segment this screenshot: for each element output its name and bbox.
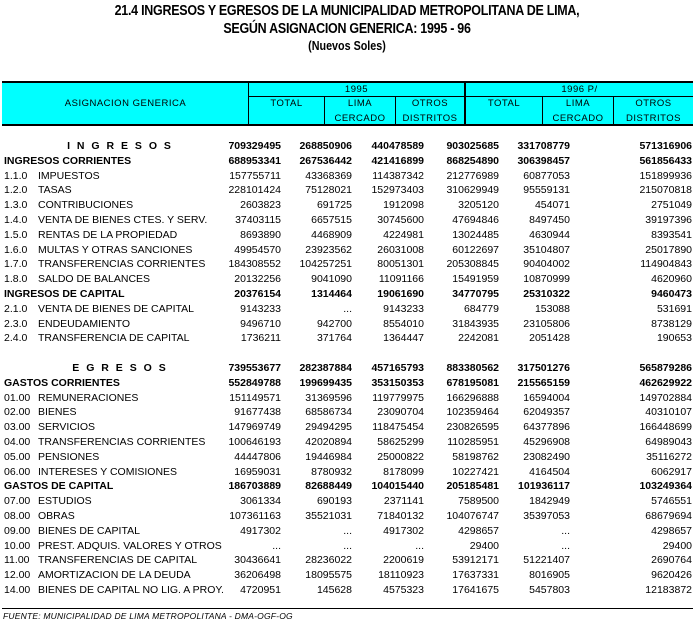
cell-value: 282387884 (299, 361, 352, 374)
cell-value: 104076747 (446, 509, 499, 522)
header-col-line1: TOTAL (270, 98, 303, 109)
cell-value: 2603823 (240, 199, 281, 212)
section-row (0, 139, 694, 154)
cell-value: 684779 (463, 302, 499, 315)
row-code: 1.8.0 (4, 273, 28, 286)
table-row (0, 420, 694, 435)
cell-value: 23090704 (377, 406, 424, 419)
row-label: MULTAS Y OTRAS SANCIONES (38, 243, 193, 256)
cell-value: 82688449 (305, 480, 352, 493)
cell-value: 71840132 (377, 509, 424, 522)
cell-value: 19446984 (305, 450, 352, 463)
cell-value: 8693890 (240, 228, 281, 241)
cell-value: 9143233 (240, 302, 281, 315)
cell-value: 166296888 (446, 391, 499, 404)
header-col-line1: OTROS (635, 98, 672, 109)
cell-value: 26031008 (377, 243, 424, 256)
cell-value: 12183872 (645, 583, 692, 596)
table-row (0, 553, 694, 568)
cell-value: 90404002 (523, 258, 570, 271)
row-code: 1.6.0 (4, 243, 28, 256)
cell-value: 30436641 (234, 554, 281, 567)
cell-value: 40310107 (645, 406, 692, 419)
row-label: PENSIONES (38, 450, 100, 463)
cell-value: 53912171 (452, 554, 499, 567)
cell-value: 149702884 (639, 391, 692, 404)
cell-value: 1364447 (383, 332, 424, 345)
cell-value: 16594004 (523, 391, 570, 404)
header-col-line1: LIMA (565, 98, 591, 109)
cell-value: 19061690 (377, 287, 424, 300)
subtotal-row (0, 376, 694, 391)
row-label: SALDO DE BALANCES (38, 273, 151, 286)
cell-value: 4164504 (529, 465, 570, 478)
cell-value: 18095575 (305, 569, 352, 582)
cell-value: 5457803 (529, 583, 570, 596)
cell-value: 64377896 (523, 421, 570, 434)
table-row (0, 243, 694, 258)
table-title: 21.4 INGRESOS Y EGRESOS DE LA MUNICIPALIDAD METROPOLITANA DE LIMA, (114, 3, 580, 19)
cell-value: 184308552 (228, 258, 281, 271)
row-code: 05.00 (4, 450, 31, 463)
cell-value: ... (272, 539, 281, 552)
header-year-1995: 1995 (344, 84, 369, 95)
cell-value: 25000822 (377, 450, 424, 463)
row-label: PREST. ADQUIS. VALORES Y OTROS (38, 539, 222, 552)
section-label: I N G R E S O S (67, 140, 173, 152)
row-label: SERVICIOS (38, 421, 95, 434)
header-col-total-1996 (466, 96, 542, 111)
row-label: TRANSFERENCIAS DE CAPITAL (38, 554, 198, 567)
table-row (0, 568, 694, 583)
cell-value: 62049357 (523, 406, 570, 419)
row-label: VENTA DE BIENES CTES. Y SERV. (38, 213, 208, 226)
cell-value: ... (415, 539, 424, 552)
subtotal-label: GASTOS CORRIENTES (4, 376, 120, 389)
cell-value: 440478589 (371, 140, 424, 152)
cell-value: 6062917 (651, 465, 692, 478)
row-code: 1.2.0 (4, 184, 28, 197)
row-label: BIENES DE CAPITAL NO LIG. A PROY. (38, 583, 224, 596)
cell-value: 565879286 (639, 361, 692, 374)
footer-divider (2, 608, 693, 609)
cell-value: 9041090 (311, 273, 352, 286)
cell-value: 31843935 (452, 317, 499, 330)
cell-value: 107361163 (229, 509, 281, 522)
table-row (0, 509, 694, 524)
cell-value: 561856433 (639, 154, 692, 167)
table-row (0, 302, 694, 317)
row-label: REMUNERACIONES (38, 391, 139, 404)
cell-value: 58198762 (452, 450, 499, 463)
cell-value: 16959031 (234, 465, 281, 478)
section-label: E G R E S O S (72, 361, 168, 374)
source-note: FUENTE: MUNICIPALIDAD DE LIMA METROPOLITANA - DMA-OGF-OG (3, 611, 293, 621)
row-code: 04.00 (4, 435, 31, 448)
cell-value: 118475454 (372, 421, 424, 434)
cell-value: 5746551 (651, 495, 692, 508)
cell-value: 4917302 (240, 524, 281, 537)
cell-value: 23082490 (523, 450, 570, 463)
table-row (0, 272, 694, 287)
cell-value: 8016905 (529, 569, 570, 582)
table-row (0, 198, 694, 213)
row-code: 09.00 (4, 524, 31, 537)
table-row (0, 228, 694, 243)
cell-value: 20376154 (234, 287, 281, 300)
row-label: TRANSFERENCIA DE CAPITAL (38, 332, 190, 345)
cell-value: 310629949 (446, 184, 499, 197)
header-col-line1: LIMA (347, 98, 373, 109)
row-code: 03.00 (4, 421, 31, 434)
table-row (0, 539, 694, 554)
cell-value: 9143233 (383, 302, 424, 315)
row-code: 12.00 (4, 569, 31, 582)
table-body (0, 139, 694, 598)
cell-value: 3061334 (240, 495, 281, 508)
cell-value: 4298657 (458, 524, 499, 537)
cell-value: 91677438 (234, 406, 281, 419)
row-code: 2.1.0 (4, 302, 28, 315)
row-label: ESTUDIOS (38, 495, 92, 508)
cell-value: 104015440 (371, 480, 424, 493)
cell-value: 95559131 (523, 184, 570, 197)
subtotal-label: INGRESOS DE CAPITAL (4, 287, 125, 300)
cell-value: 4917302 (383, 524, 424, 537)
table-row (0, 465, 694, 480)
cell-value: 2051428 (529, 332, 570, 345)
row-label: INTERESES Y COMISIONES (38, 465, 178, 478)
cell-value: 205185481 (446, 480, 499, 493)
header-col-lima-1995 (325, 96, 395, 126)
cell-value: 457165793 (371, 361, 424, 374)
cell-value: 331708779 (517, 140, 570, 152)
cell-value: 34770795 (452, 287, 499, 300)
cell-value: 268850906 (299, 140, 352, 152)
cell-value: 25310322 (523, 287, 570, 300)
cell-value: 29400 (662, 539, 692, 552)
cell-value: 883380562 (446, 361, 499, 374)
cell-value: ... (561, 539, 570, 552)
header-col-lima-1996 (543, 96, 613, 126)
cell-value: 151149571 (229, 391, 281, 404)
cell-value: 9460473 (651, 287, 692, 300)
row-label: ENDEUDAMIENTO (38, 317, 130, 330)
table-row (0, 317, 694, 332)
cell-value: 60877053 (523, 169, 570, 182)
subtotal-label: GASTOS DE CAPITAL (4, 480, 114, 493)
row-code: 01.00 (4, 391, 31, 404)
cell-value: 30745600 (377, 213, 424, 226)
cell-value: 37403115 (235, 213, 281, 226)
table-units: (Nuevos Soles) (308, 39, 386, 53)
cell-value: 35521031 (305, 509, 352, 522)
cell-value: 690193 (316, 495, 352, 508)
header-col-line1: OTROS (411, 98, 449, 109)
cell-value: 23105806 (523, 317, 570, 330)
cell-value: 28236022 (305, 554, 352, 567)
cell-value: 4630944 (529, 228, 570, 241)
header-year-1996: 1996 P/ (561, 84, 598, 95)
cell-value: 6657515 (311, 213, 352, 226)
cell-value: 151899936 (639, 169, 692, 182)
table-row (0, 435, 694, 450)
header-row-label: ASIGNACION GENERICA (64, 98, 187, 109)
cell-value: 215070818 (639, 184, 692, 197)
cell-value: 691725 (316, 199, 352, 212)
cell-value: 8554010 (383, 317, 424, 330)
row-code: 2.3.0 (4, 317, 28, 330)
cell-value: 42020894 (305, 435, 352, 448)
row-code: 1.3.0 (4, 199, 28, 212)
cell-value: 205308845 (446, 258, 499, 271)
cell-value: 4720951 (240, 583, 281, 596)
cell-value: 4468909 (311, 228, 352, 241)
cell-value: 31369596 (305, 391, 352, 404)
cell-value: 47694846 (452, 213, 499, 226)
row-code: 1.7.0 (4, 258, 28, 271)
cell-value: 153088 (534, 302, 570, 315)
row-code: 11.00 (4, 554, 30, 567)
table-row (0, 169, 694, 184)
header-col-line2: DISTRITOS (626, 113, 681, 124)
cell-value: 49954570 (234, 243, 281, 256)
subtotal-row (0, 154, 694, 169)
cell-value: 102359464 (446, 406, 499, 419)
cell-value: 552849788 (228, 376, 281, 389)
cell-value: 157755711 (229, 169, 281, 182)
cell-value: 75128021 (305, 184, 352, 197)
cell-value: 60122697 (452, 243, 499, 256)
header-col-otros-1995 (396, 96, 464, 126)
cell-value: 228101424 (228, 184, 281, 197)
cell-value: 4298657 (651, 524, 692, 537)
cell-value: 9620426 (651, 569, 692, 582)
table-row (0, 405, 694, 420)
row-label: TRANSFERENCIAS CORRIENTES (38, 435, 206, 448)
cell-value: 68586734 (305, 406, 352, 419)
cell-value: 13024485 (452, 228, 499, 241)
cell-value: 35104807 (523, 243, 570, 256)
table-subtitle: SEGÚN ASIGNACION GENERICA: 1995 - 96 (223, 21, 471, 37)
cell-value: 39197396 (645, 213, 692, 226)
header-col-line1: TOTAL (487, 98, 521, 109)
cell-value: 35116272 (646, 450, 692, 463)
header-col-line2: CERCADO (334, 113, 386, 124)
cell-value: 25017890 (645, 243, 692, 256)
header-col-line2: DISTRITOS (402, 113, 458, 124)
cell-value: 114904843 (640, 258, 692, 271)
cell-value: 2200619 (383, 554, 424, 567)
cell-value: 212776989 (446, 169, 499, 182)
cell-value: 43368369 (305, 169, 352, 182)
row-code: 1.5.0 (4, 228, 28, 241)
cell-value: 8497450 (529, 213, 570, 226)
cell-value: 4224981 (383, 228, 424, 241)
table-row (0, 391, 694, 406)
cell-value: 45296908 (523, 435, 570, 448)
cell-value: 17637331 (452, 569, 499, 582)
cell-value: 8780932 (311, 465, 352, 478)
cell-value: 101936117 (518, 480, 570, 493)
table-row (0, 183, 694, 198)
row-label: BIENES (38, 406, 77, 419)
cell-value: 903025685 (446, 140, 499, 152)
table-row (0, 583, 694, 598)
cell-value: 317501276 (517, 361, 570, 374)
cell-value: 709329495 (228, 140, 281, 152)
row-label: AMORTIZACION DE LA DEUDA (38, 569, 191, 582)
table-row (0, 524, 694, 539)
row-label: OBRAS (38, 509, 75, 522)
cell-value: ... (561, 524, 570, 537)
cell-value: 1842949 (529, 495, 570, 508)
row-code: 06.00 (4, 465, 31, 478)
cell-value: 20132256 (234, 273, 281, 286)
cell-value: 454071 (534, 199, 570, 212)
cell-value: 119779975 (372, 391, 424, 404)
cell-value: 9496710 (240, 317, 281, 330)
cell-value: ... (343, 524, 352, 537)
cell-value: 80051301 (377, 258, 424, 271)
cell-value: 2371141 (383, 495, 424, 508)
cell-value: 44447806 (234, 450, 281, 463)
row-code: 10.00 (4, 539, 31, 552)
cell-value: 110285951 (447, 435, 499, 448)
cell-value: 51221407 (523, 554, 570, 567)
cell-value: 688953341 (228, 154, 281, 167)
cell-value: 2751049 (651, 199, 692, 212)
header-col-total-1995 (249, 96, 324, 111)
cell-value: 10870999 (523, 273, 570, 286)
row-code: 08.00 (4, 509, 31, 522)
row-code: 07.00 (4, 495, 31, 508)
cell-value: 199699435 (299, 376, 352, 389)
section-row (0, 361, 694, 376)
cell-value: 36206498 (234, 569, 281, 582)
row-label: TRANSFERENCIAS CORRIENTES (38, 258, 206, 271)
row-label: TASAS (38, 184, 72, 197)
cell-value: 18110923 (378, 569, 424, 582)
cell-value: 2242081 (458, 332, 499, 345)
row-code: 14.00 (4, 583, 31, 596)
row-code: 1.1.0 (4, 169, 28, 182)
cell-value: 678195081 (446, 376, 499, 389)
cell-value: 531691 (656, 302, 692, 315)
row-code: 2.4.0 (4, 332, 28, 345)
header-col-otros-1996 (614, 96, 693, 126)
cell-value: 2690764 (651, 554, 692, 567)
cell-value: 868254890 (446, 154, 499, 167)
cell-value: 571316906 (639, 140, 692, 152)
cell-value: 3205120 (458, 199, 499, 212)
cell-value: 152973403 (371, 184, 424, 197)
cell-value: 10227421 (452, 465, 499, 478)
cell-value: 29400 (469, 539, 499, 552)
cell-value: 1912098 (383, 199, 424, 212)
cell-value: 215565159 (517, 376, 570, 389)
subtotal-row (0, 479, 694, 494)
cell-value: 7589500 (458, 495, 499, 508)
cell-value: 942700 (316, 317, 352, 330)
cell-value: 100646193 (228, 435, 281, 448)
cell-value: 15491959 (452, 273, 499, 286)
cell-value: 1736211 (240, 332, 281, 345)
cell-value: 421416899 (371, 154, 424, 167)
cell-value: 8393541 (651, 228, 692, 241)
cell-value: 68679694 (645, 509, 692, 522)
table-row (0, 494, 694, 509)
table-header (2, 81, 693, 126)
cell-value: 23923562 (305, 243, 352, 256)
cell-value: 306398457 (517, 154, 570, 167)
cell-value: 166448699 (639, 421, 692, 434)
cell-value: 114387342 (372, 169, 424, 182)
cell-value: 8738129 (651, 317, 692, 330)
cell-value: ... (343, 539, 352, 552)
cell-value: 104257251 (299, 258, 352, 271)
cell-value: 1314464 (311, 287, 352, 300)
cell-value: 8178099 (383, 465, 424, 478)
cell-value: 147969749 (228, 421, 281, 434)
cell-value: 29494295 (305, 421, 352, 434)
table-row (0, 331, 694, 346)
cell-value: 4620960 (651, 273, 692, 286)
cell-value: 145628 (316, 583, 352, 596)
cell-value: 11091166 (378, 273, 424, 286)
row-code: 02.00 (4, 406, 31, 419)
cell-value: 35397053 (523, 509, 570, 522)
cell-value: 371764 (316, 332, 352, 345)
row-label: CONTRIBUCIONES (38, 199, 134, 212)
subtotal-label: INGRESOS CORRIENTES (4, 154, 132, 167)
row-code: 1.4.0 (4, 213, 28, 226)
cell-value: 58625299 (377, 435, 424, 448)
row-spacer (0, 346, 694, 361)
row-label: VENTA DE BIENES DE CAPITAL (38, 302, 194, 315)
cell-value: 462629922 (639, 376, 692, 389)
cell-value: 190653 (656, 332, 692, 345)
table-row (0, 257, 694, 272)
row-label: RENTAS DE LA PROPIEDAD (38, 228, 178, 241)
cell-value: 64989043 (645, 435, 692, 448)
cell-value: 230826595 (446, 421, 499, 434)
cell-value: 4575323 (383, 583, 424, 596)
table-row (0, 213, 694, 228)
subtotal-row (0, 287, 694, 302)
row-label: BIENES DE CAPITAL (38, 524, 140, 537)
cell-value: 739553677 (228, 361, 281, 374)
header-col-line2: CERCADO (552, 113, 604, 124)
cell-value: 267536442 (299, 154, 352, 167)
cell-value: 17641675 (452, 583, 499, 596)
cell-value: 103249364 (639, 480, 692, 493)
row-label: IMPUESTOS (38, 169, 100, 182)
cell-value: 186703889 (228, 480, 281, 493)
table-row (0, 450, 694, 465)
cell-value: ... (343, 302, 352, 315)
cell-value: 353150353 (371, 376, 424, 389)
